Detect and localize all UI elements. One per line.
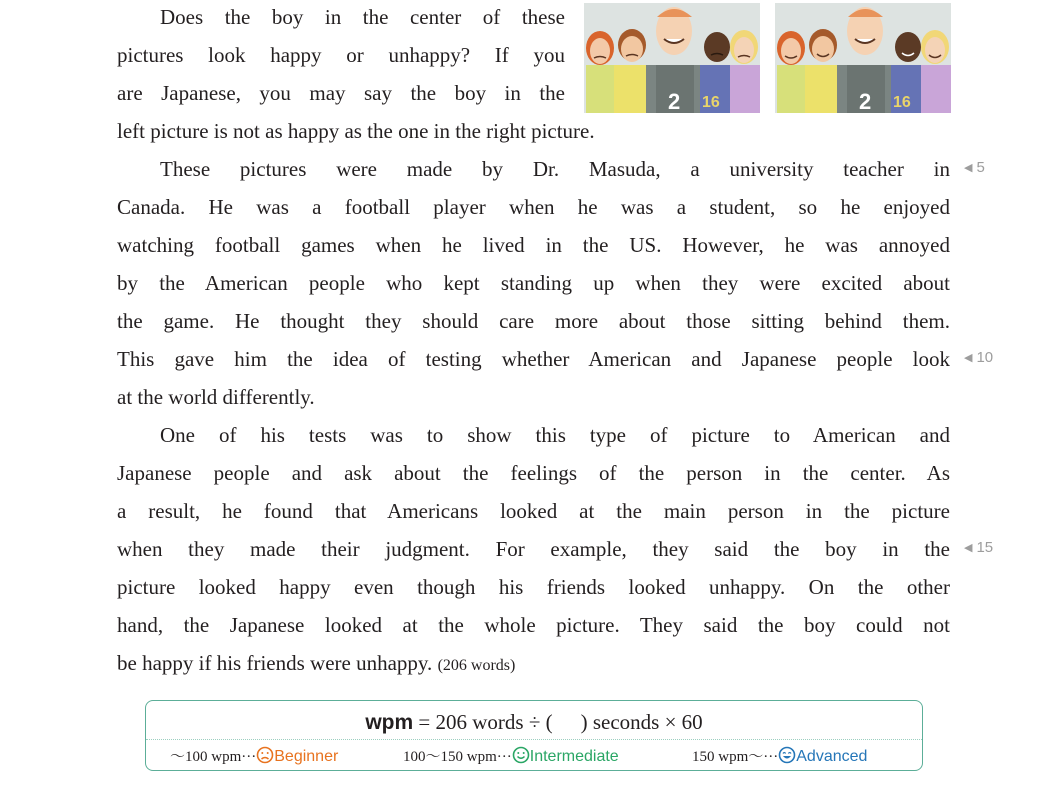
passage-line: This gave him the idea of testing whether American and Japanese people look: [117, 347, 950, 371]
level-advanced: [692, 745, 867, 766]
triangle-left-icon: ◀: [964, 162, 973, 174]
passage-line: at the world differently.: [117, 385, 315, 409]
line-number: ◀ 15: [964, 539, 994, 556]
smiling-face-icon: [512, 746, 530, 764]
left-picture: [584, 3, 760, 113]
passage-line: hand, the Japanese looked at the whole picture. They said the boy could not: [117, 613, 950, 637]
jersey-number: 16: [702, 94, 720, 111]
level-intermediate: [403, 745, 619, 766]
level-beginner: [170, 745, 338, 766]
passage-line: a result, he found that Americans looked at the main person in the picture: [117, 499, 950, 523]
level-range: 150 wpm～···: [692, 749, 779, 765]
boy-with-unhappy-friends-illustration: [584, 3, 760, 113]
boy-with-happy-friends-illustration: [775, 3, 951, 113]
passage-line: picture looked happy even though his friends looked unhappy. On the other: [117, 575, 950, 599]
line-number: ◀ 5: [964, 159, 985, 176]
reading-levels: [146, 745, 922, 769]
passage-last-line: [117, 651, 515, 678]
passage-line: Japanese people and ask about the feelings of the person in the center. As: [117, 461, 950, 485]
right-picture: [775, 3, 951, 113]
passage-line: be happy if his friends were unhappy.: [117, 651, 433, 675]
line-number: ◀ 10: [964, 349, 994, 366]
passage-line: Canada. He was a football player when he was a student, so he enjoyed: [117, 195, 950, 219]
passage-line: These pictures were made by Dr. Masuda, a university teacher in: [160, 157, 950, 181]
divider: [146, 739, 922, 740]
grinning-face-icon: [778, 746, 796, 764]
passage-line: when they made their judgment. For example, they said the boy in the: [117, 537, 950, 561]
passage-line: One of his tests was to show this type of picture to American and: [160, 423, 950, 447]
word-count-note: (206 words): [437, 657, 516, 674]
passage-line: watching football games when he lived in the US. However, he was annoyed: [117, 233, 950, 257]
triangle-left-icon: ◀: [964, 352, 973, 364]
passage-line: are Japanese, you may say the boy in the: [117, 81, 565, 105]
level-name: Advanced: [796, 748, 868, 765]
wpm-formula: [146, 710, 922, 735]
passage-line: Does the boy in the center of these: [160, 5, 565, 29]
triangle-left-icon: ◀: [964, 542, 973, 554]
level-name: Intermediate: [529, 748, 619, 765]
jersey-number: 16: [893, 94, 911, 111]
wpm-calculation-box: [145, 700, 923, 771]
jersey-number: 2: [859, 89, 872, 113]
passage-line: by the American people who kept standing up when they were excited about: [117, 271, 950, 295]
wpm-formula-end: ) seconds × 60: [580, 710, 703, 734]
wpm-label: wpm: [365, 711, 414, 734]
wpm-formula-text: = 206 words ÷ (: [413, 710, 553, 734]
level-range: 100～150 wpm···: [403, 749, 512, 765]
level-name: Beginner: [274, 748, 339, 765]
jersey-number: 2: [668, 89, 681, 113]
frowning-face-icon: [256, 746, 274, 764]
level-range: ～100 wpm···: [170, 749, 257, 765]
passage-line: the game. He thought they should care more about those sitting behind them.: [117, 309, 950, 333]
passage-line: pictures look happy or unhappy? If you: [117, 43, 565, 67]
passage-line: left picture is not as happy as the one in the right picture.: [117, 119, 595, 143]
